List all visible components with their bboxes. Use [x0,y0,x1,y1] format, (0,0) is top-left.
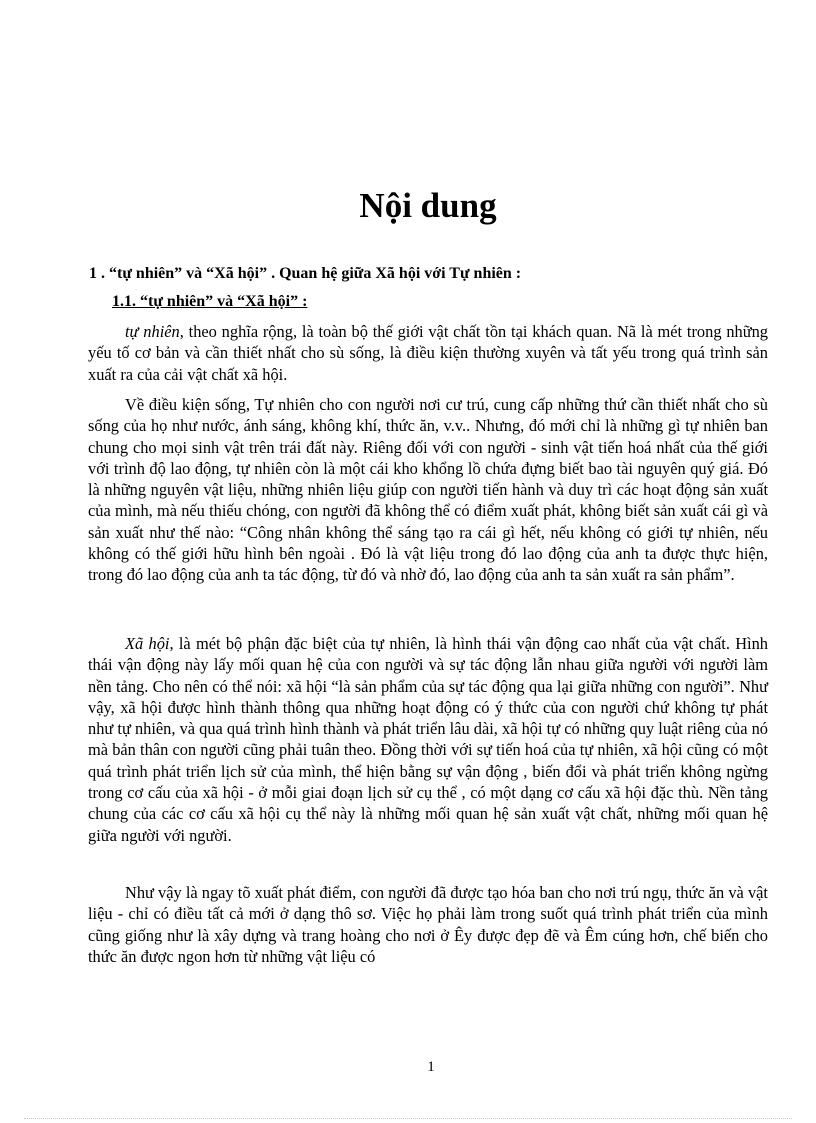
paragraph [88,882,768,967]
paragraph-text: Về điều kiện sống, Tự nhiên cho con người nơi cư trú, cung cấp những thứ cần thiết nhất cho sù sống của họ như nước, ánh sáng, không khí, thức ăn, v.v.. Nhưng, đó mới chỉ là những gì tự nhiên ban chung cho mọi sinh vật trên trái đất này. Riêng đối với con người - sinh vật tiến hoá nhất của thế giới với trình độ lao động, tự nhiên còn là một cái kho khổng lồ chứa đựng biết bao tài nguyên quý giá. Đó là những nguyên vật liệu, những nhiên liệu giúp con người tiến hành và duy trì các hoạt động sản xuất của mình, mà nếu thiếu chóng, con người đã không thể có điểm xuất phát, không biết sản xuất cái gì và sản xuất như thế nào: “Công nhân không thể sáng tạo ra cái gì hết, nếu không có giới tự nhiên, nếu không có thế giới hữu hình bên ngoài . Đó là vật liệu trong đó lao động của anh ta được thực hiện, trong đó lao động của anh ta tác động, từ đó và nhờ đó, lao động của anh ta sản xuất ra sản phẩm”. [88,395,768,585]
paragraph-lead-term: Xã hội [125,634,170,653]
page-number: 1 [427,1059,435,1075]
page-title: Nội dung [359,186,497,225]
paragraph-text: Như vậy là ngay tõ xuất phát điểm, con người đã được tạo hóa ban cho nơi trú ngụ, thức ăn và vật liệu - chỉ có điều tất cả mới ở dạng thô sơ. Việc họ phải làm trong suốt quá trình phát triển của mình cũng giống như là xây dựng và trang hoàng cho nơi ở Êy được đẹp đẽ và Êm cúng hơn, chế biến cho thức ăn được ngon hơn từ những vật liệu có [88,883,768,966]
paragraph-lead-term: tự nhiên [125,322,180,341]
paragraph [88,321,768,385]
paragraph [88,394,768,586]
subsection-heading: 1.1. “tự nhiên” và “Xã hội” : [112,293,308,310]
paragraph [88,633,768,846]
section-heading: 1 . “tự nhiên” và “Xã hội” . Quan hệ giữa Xã hội với Tự nhiên : [89,265,522,282]
footer-divider [24,1118,792,1119]
paragraph-text: , là mét bộ phận đặc biệt của tự nhiên, là hình thái vận động cao nhất của vật chất. Hình thái vận động này lấy mối quan hệ của con người và sự tác động lẫn nhau giữa người với người làm nền tảng. Cho nên có thể nói: xã hội “là sản phẩm của sự tác động qua lại giữa những con người”. Như vậy, xã hội được hình thành thông qua những hoạt động có ý thức của con người chứ không tự phát như tự nhiên, và qua quá trình hình thành và phát triển lâu dài, xã hội tự có những quy luật riêng của nó mà bản thân con người cũng phải tuân theo. Đồng thời với sự tiến hoá của tự nhiên, xã hội cũng có một quá trình phát triển lịch sử của mình, thể hiện bằng sự vận động , biến đổi và phát triển không ngừng trong cơ cấu của xã hội - ở mỗi giai đoạn lịch sử cụ thể , có một dạng cơ cấu xã hội đặc thù. Nền tảng chung của các cơ cấu xã hội cụ thể này là những mối quan hệ sản xuất vật chất, những mối quan hệ giữa người với người. [88,634,768,845]
paragraph-text: , theo nghĩa rộng, là toàn bộ thế giới vật chất tồn tại khách quan. Nã là mét trong những yếu tố cơ bản và cần thiết nhất cho sù sống, là điều kiện thường xuyên và tất yếu trong quá trình sản xuất ra của cải vật chất xã hội. [88,322,768,384]
